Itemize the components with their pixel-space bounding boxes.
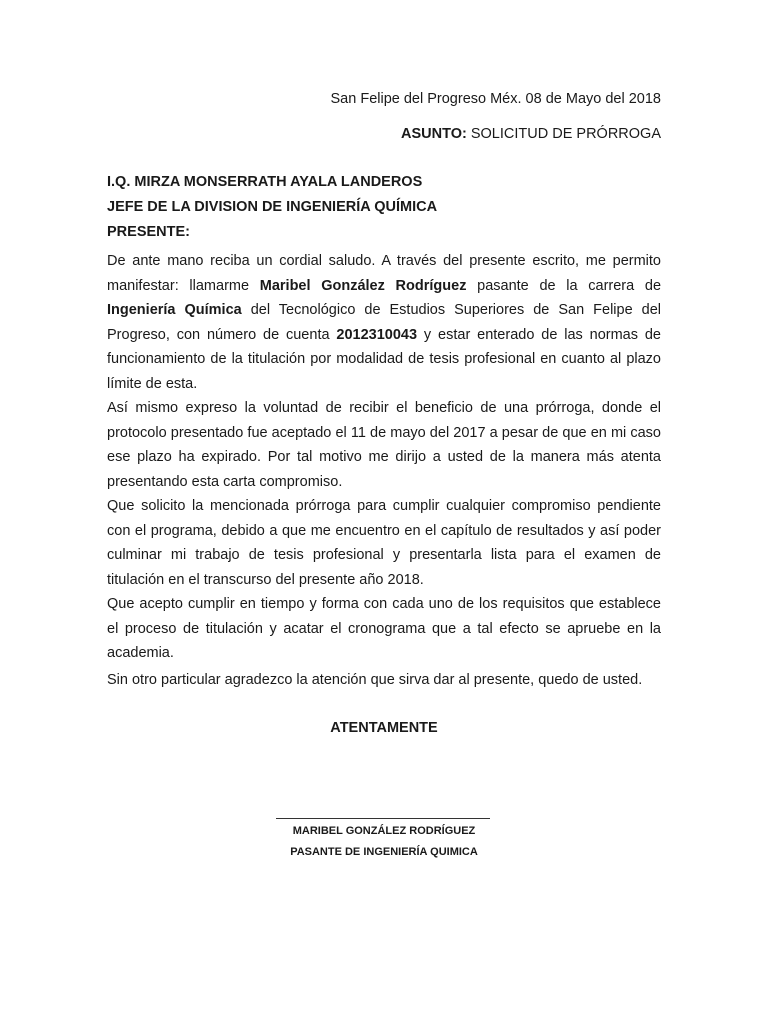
letter-date: San Felipe del Progreso Méx. 08 de Mayo del 2018 xyxy=(330,91,661,107)
p1-text-a: De ante mano reciba un cordial saludo. A través del presente escrito, me permito manifestar: llamarme xyxy=(107,253,661,294)
recipient-block xyxy=(107,170,437,245)
p1-account-number: 2012310043 xyxy=(336,326,418,343)
signature-line xyxy=(276,818,490,819)
recipient-name: I.Q. MIRZA MONSERRATH AYALA LANDEROS xyxy=(107,174,423,190)
letter-body xyxy=(107,249,661,666)
p1-applicant-name: Maribel González Rodríguez xyxy=(259,277,467,294)
p1-career-name: Ingeniería Química xyxy=(107,302,242,318)
closing-text: Sin otro particular agradezco la atención que sirva dar al presente, quedo de usted. xyxy=(107,672,643,688)
p1-text-c: del Tecnológico de Estudios Superiores de San Felipe del Progreso, con número de cuenta xyxy=(107,302,661,343)
recipient-salutation: PRESENTE: xyxy=(107,224,190,240)
body-paragraph-4: Que acepto cumplir en tiempo y forma con cada uno de los requisitos que establece el proceso de titulación y acatar el cronograma que a tal efecto se apruebe en la academia. xyxy=(107,596,661,661)
body-paragraph-1 xyxy=(107,249,661,396)
body-paragraph-3: Que solicito la mencionada prórroga para cumplir cualquier compromiso pendiente con el programa, debido a que me encuentro en el capítulo de resultados y así poder culminar mi trabajo de tesis profesional y presentarla lista para el examen de titulación en el transcurso del presente año 2018. xyxy=(107,498,661,588)
recipient-position: JEFE DE LA DIVISION DE INGENIERÍA QUÍMICA xyxy=(107,199,438,215)
signature-name: MARIBEL GONZÁLEZ RODRÍGUEZ xyxy=(292,825,476,837)
body-paragraph-2: Así mismo expreso la voluntad de recibir el beneficio de una prórroga, donde el protocolo presentado fue aceptado el 11 de mayo del 2017 a pesar de que en mi caso ese plazo ha expirado. Por tal motivo me dirijo a usted de la manera más atenta presentando esta carta compromiso. xyxy=(107,400,661,490)
letter-subject xyxy=(401,124,661,144)
p1-text-b: pasante de la carrera de xyxy=(466,277,662,294)
subject-text: SOLICITUD DE PRÓRROGA xyxy=(466,126,661,142)
p1-text-d: y estar enterado de las normas de funcionamiento de la titulación por modalidad de tesis profesional en cuanto al plazo límite de esta. xyxy=(107,326,661,392)
sign-off: ATENTAMENTE xyxy=(330,720,438,736)
subject-label: ASUNTO: xyxy=(401,126,467,142)
signature-title: PASANTE DE INGENIERÍA QUIMICA xyxy=(290,846,478,858)
